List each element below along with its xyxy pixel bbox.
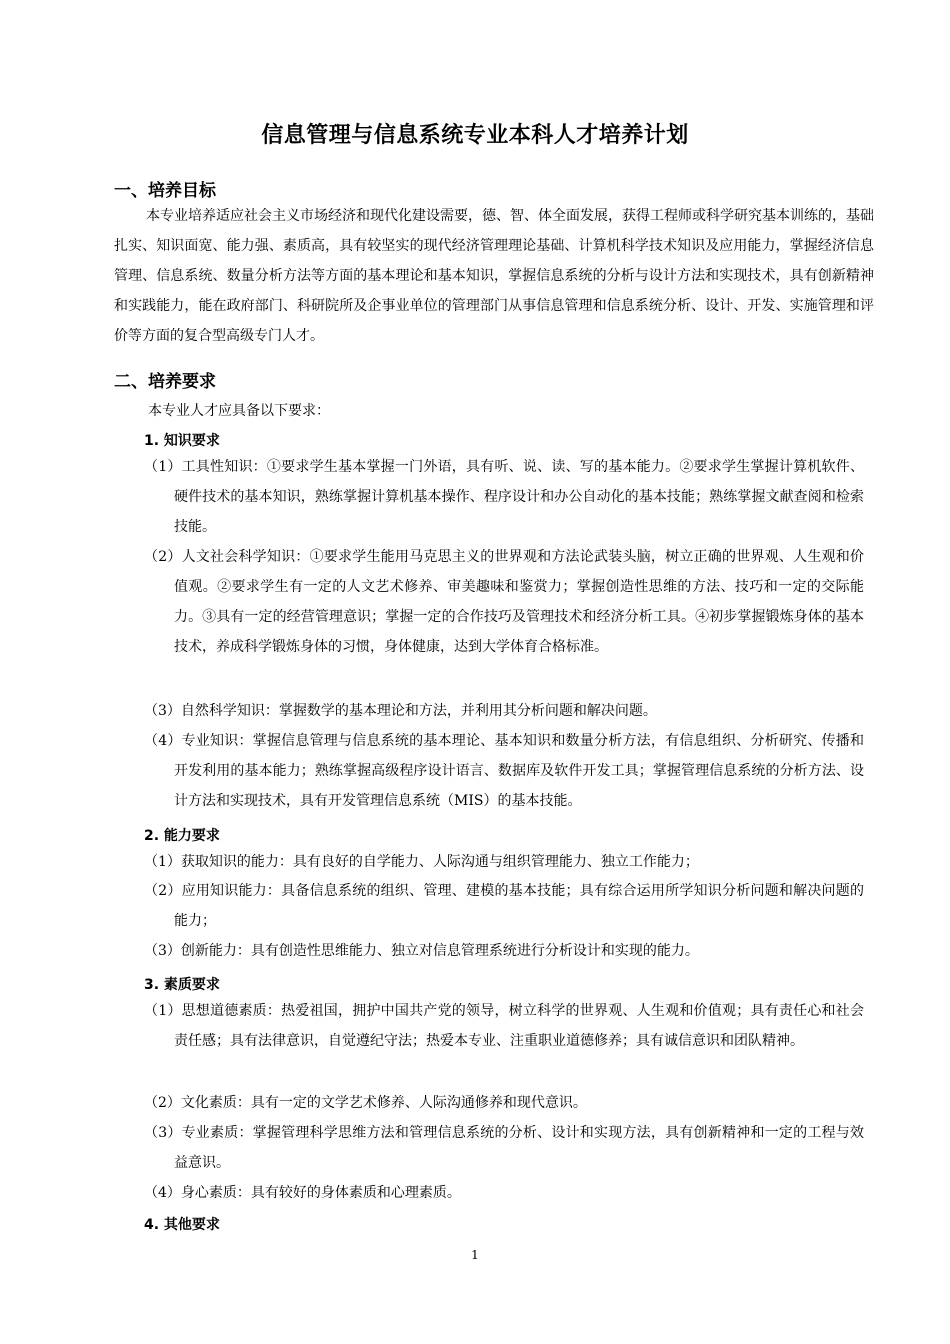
ability-item-3: （3）创新能力：具有创造性思维能力、独立对信息管理系统进行分析设计和实现的能力。 xyxy=(144,943,699,959)
subheading-knowledge: 1. 知识要求 xyxy=(144,433,220,449)
quality-item-3: （3）专业素质：掌握管理科学思维方法和管理信息系统的分析、设计和实现方法，具有创新精神和一定的工程与效益意识。 xyxy=(144,1125,864,1171)
ability-item-2: （2）应用知识能力：具备信息系统的组织、管理、建模的基本技能；具有综合运用所学知识分析问题和解决问题的能力； xyxy=(144,883,864,929)
section-heading-requirements: 二、培养要求 xyxy=(114,372,216,392)
page-number: 1 xyxy=(471,1248,479,1262)
knowledge-item-3: （3）自然科学知识：掌握数学的基本理论和方法，并利用其分析问题和解决问题。 xyxy=(144,703,657,719)
subheading-ability: 2. 能力要求 xyxy=(144,828,220,844)
quality-item-2: （2）文化素质：具有一定的文学艺术修养、人际沟通修养和现代意识。 xyxy=(144,1095,587,1111)
subheading-quality: 3. 素质要求 xyxy=(144,977,220,993)
section-heading-goal: 一、培养目标 xyxy=(114,181,216,201)
quality-item-4: （4）身心素质：具有较好的身体素质和心理素质。 xyxy=(144,1185,461,1201)
requirements-intro: 本专业人才应具备以下要求： xyxy=(148,403,330,419)
goal-paragraph: 本专业培养适应社会主义市场经济和现代化建设需要，德、智、体全面发展，获得工程师或科学研究基本训练的，基础扎实、知识面宽、能力强、素质高，具有较坚实的现代经济管理理论基础、计算机科学技术知识及应用能力，掌握经济信息管理、信息系统、数量分析方法等方面的基本理论和基本知识，掌握信息系统的分析与设计方法和实现技术，具有创新精神和实践能力，能在政府部门、科研院所及企事业单位的管理部门从事信息管理和信息系统分析、设计、开发、实施管理和评价等方面的复合型高级专门人才。 xyxy=(114,208,874,344)
knowledge-item-2: （2）人文社会科学知识：①要求学生能用马克思主义的世界观和方法论武装头脑，树立正确的世界观、人生观和价值观。②要求学生有一定的人文艺术修养、审美趣味和鉴赏力；掌握创造性思维的方法、技巧和一定的交际能力。③具有一定的经营管理意识；掌握一定的合作技巧及管理技术和经济分析工具。④初步掌握锻炼身体的基本技术，养成科学锻炼身体的习惯，身体健康，达到大学体育合格标准。 xyxy=(144,549,864,655)
knowledge-item-1: （1）工具性知识：①要求学生基本掌握一门外语，具有听、说、读、写的基本能力。②要求学生掌握计算机软件、硬件技术的基本知识，熟练掌握计算机基本操作、程序设计和办公自动化的基本技能；熟练掌握文献查阅和检索技能。 xyxy=(144,459,864,535)
quality-item-1: （1）思想道德素质：热爱祖国，拥护中国共产党的领导，树立科学的世界观、人生观和价值观；具有责任心和社会责任感；具有法律意识，自觉遵纪守法；热爱本专业、注重职业道德修养；具有诚信意识和团队精神。 xyxy=(144,1003,864,1049)
knowledge-item-4: （4）专业知识：掌握信息管理与信息系统的基本理论、基本知识和数量分析方法，有信息组织、分析研究、传播和开发利用的基本能力；熟练掌握高级程序设计语言、数据库及软件开发工具；掌握管理信息系统的分析方法、设计方法和实现技术，具有开发管理信息系统（MIS）的基本技能。 xyxy=(144,733,864,809)
document-title: 信息管理与信息系统专业本科人才培养计划 xyxy=(261,123,689,148)
subheading-other: 4. 其他要求 xyxy=(144,1217,220,1233)
ability-item-1: （1）获取知识的能力：具有良好的自学能力、人际沟通与组织管理能力、独立工作能力； xyxy=(144,854,699,870)
